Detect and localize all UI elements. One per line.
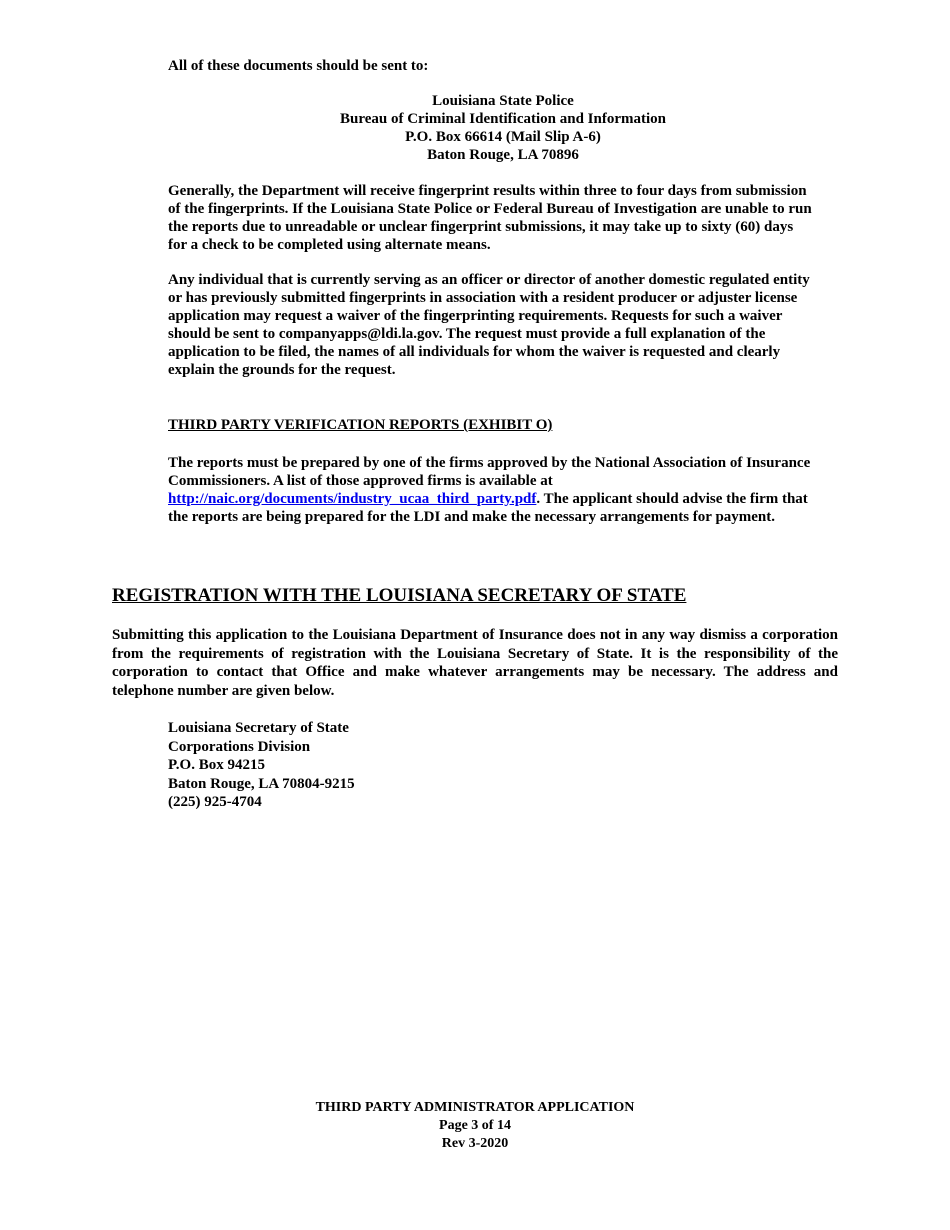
paragraph-line: Commissioners. A list of those approved firms is available at [168,473,553,489]
third-party-heading: THIRD PARTY VERIFICATION REPORTS (EXHIBIT O) [168,417,553,433]
paragraph-line: of the fingerprints. If the Louisiana State Police or Federal Bureau of Investigation are unable to run [168,201,812,217]
sos-address-line: Louisiana Secretary of State [168,720,349,736]
fingerprint-paragraph [168,182,812,254]
page-footer [0,1099,950,1153]
after-link-text: . The applicant should advise the firm that [536,491,808,507]
intro-text: All of these documents should be sent to: [168,58,429,74]
naic-link[interactable]: http://naic.org/documents/industry_ucaa_third_party.pdf [168,491,537,507]
paragraph-line: explain the grounds for the request. [168,362,396,378]
paragraph-line: for a check to be completed using alternate means. [168,237,491,253]
footer-page-number: Page 3 of 14 [439,1118,511,1133]
sos-heading: REGISTRATION WITH THE LOUISIANA SECRETARY OF STATE [112,585,687,606]
third-party-paragraph [168,454,810,526]
paragraph-line: should be sent to companyapps@ldi.la.gov. The request must provide a full explanation of the [168,326,766,342]
sos-address-line: (225) 925-4704 [168,794,262,810]
paragraph-line: Generally, the Department will receive fingerprint results within three to four days from submission [168,183,807,199]
lsp-address-line: Louisiana State Police [432,93,574,109]
waiver-paragraph [168,271,810,379]
lsp-address-line: P.O. Box 66614 (Mail Slip A-6) [405,129,601,145]
paragraph-line-with-link [168,490,810,508]
sos-address-line: P.O. Box 94215 [168,757,265,773]
lsp-address-line: Baton Rouge, LA 70896 [427,147,579,163]
sos-address-line: Baton Rouge, LA 70804-9215 [168,775,355,792]
lsp-address-line: Bureau of Criminal Identification and Information [340,111,666,127]
sos-address-block [168,719,355,812]
sos-address-line: Corporations Division [168,738,311,755]
sos-paragraph: Submitting this application to the Louisiana Department of Insurance does not in any way dismiss a corporation from the requirements of registration with the Louisiana Secretary of State. It is the responsibility of the corporation to contact that Office and make whatever arrangements may be necessary. The address and telephone number are given below. [112,627,838,699]
paragraph-line: Any individual that is currently serving as an officer or director of another domestic regulated entity [168,272,810,288]
footer-revision: Rev 3-2020 [441,1136,509,1151]
paragraph-line: or has previously submitted fingerprints in association with a resident producer or adjuster license [168,290,798,306]
paragraph-line: application may request a waiver of the fingerprinting requirements. Requests for such a waiver [168,308,783,324]
footer-title: THIRD PARTY ADMINISTRATOR APPLICATION [315,1100,635,1115]
paragraph-line: the reports due to unreadable or unclear fingerprint submissions, it may take up to sixty (60) days [168,219,794,235]
lsp-address-block [168,92,838,164]
paragraph-line: the reports are being prepared for the LDI and make the necessary arrangements for payment. [168,509,776,525]
paragraph-line: application to be filed, the names of all individuals for whom the waiver is requested and clearly [168,344,781,360]
paragraph-line: The reports must be prepared by one of the firms approved by the National Association of Insurance [168,455,811,471]
